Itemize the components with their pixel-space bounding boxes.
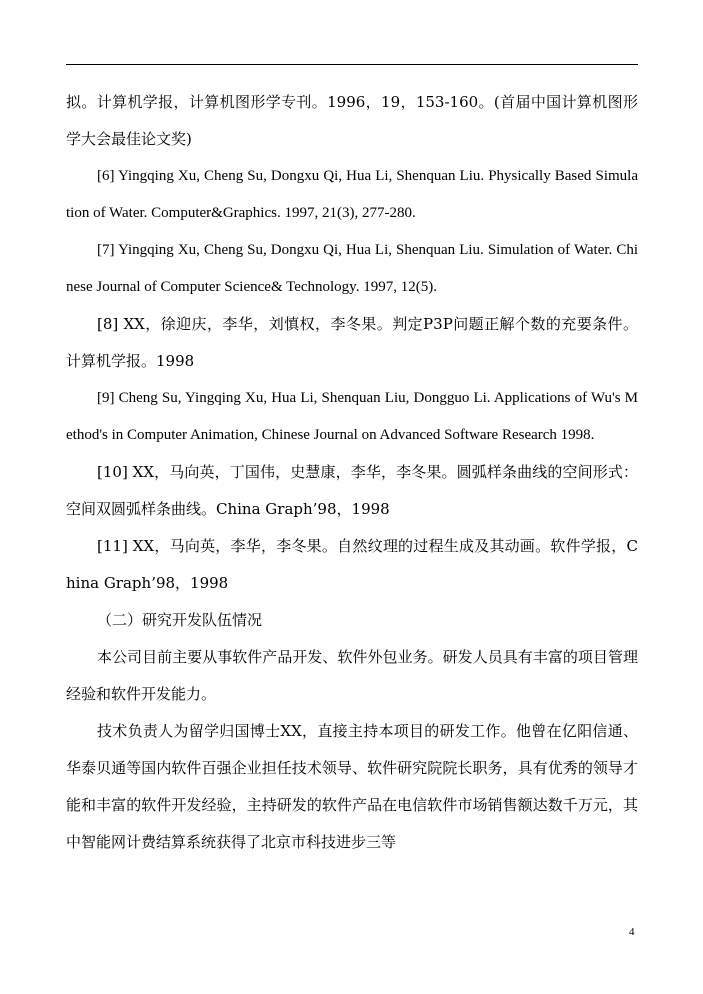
reference-10: [10] XX，马向英，丁国伟，史慧康，李华，李冬果。圆弧样条曲线的空间形式：空间双圆弧样条曲线。China Graph’98，1998	[66, 463, 638, 518]
reference-11: [11] XX，马向英，李华，李冬果。自然纹理的过程生成及其动画。软件学报，China Graph’98，1998	[66, 537, 638, 592]
body-paragraph: 技术负责人为留学归国博士XX，直接主持本项目的研发工作。他曾在亿阳信通、华泰贝通等国内软件百强企业担任技术领导、软件研究院院长职务，具有优秀的领导才能和丰富的软件开发经验，主持研发的软件产品在电信软件市场销售额达数千万元，其中智能网计费结算系统获得了北京市科技进步三等	[66, 722, 638, 851]
reference-9: [9] Cheng Su, Yingqing Xu, Hua Li, Shenquan Liu, Dongguo Li. Applications of Wu's Method's in Computer Animation, Chinese Journal on Advanced Software Research 1998.	[66, 390, 638, 443]
reference-8: [8] XX，徐迎庆，李华，刘慎权，李冬果。判定P3P问题正解个数的充要条件。计算机学报。1998	[66, 315, 638, 370]
section-heading: （二）研究开发队伍情况	[97, 611, 263, 629]
reference-5-continuation: 拟。计算机学报，计算机图形学专刊。1996，19，153-160。(首届中国计算机图形学大会最佳论文奖)	[66, 93, 638, 148]
reference-6: [6] Yingqing Xu, Cheng Su, Dongxu Qi, Hua Li, Shenquan Liu. Physically Based Simulation of Water. Computer&Graphics. 1997, 21(3), 277-280.	[66, 168, 638, 221]
document-body	[66, 84, 638, 861]
body-paragraph: 本公司目前主要从事软件产品开发、软件外包业务。研发人员具有丰富的项目管理经验和软件开发能力。	[66, 648, 638, 703]
reference-7: [7] Yingqing Xu, Cheng Su, Dongxu Qi, Hua Li, Shenquan Liu. Simulation of Water. Chinese Journal of Computer Science& Technology. 1997, 12(5).	[66, 242, 638, 295]
header-rule	[66, 64, 638, 65]
page-number: 4	[629, 926, 635, 938]
